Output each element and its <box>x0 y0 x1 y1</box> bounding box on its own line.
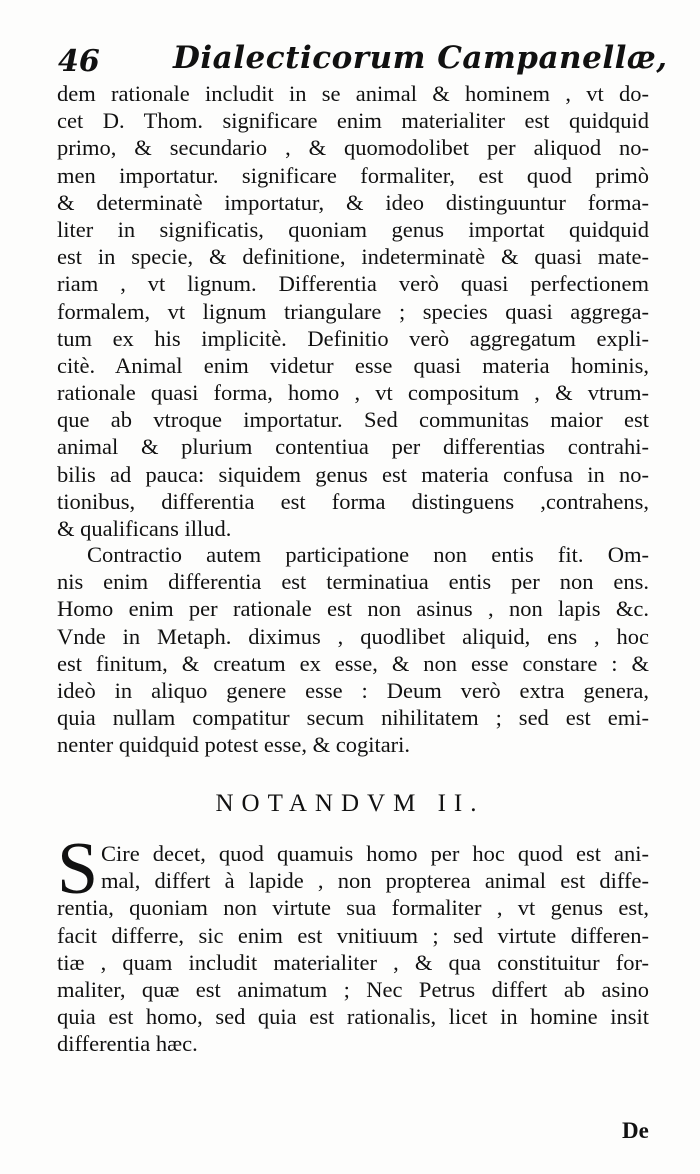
paragraph-1 <box>57 80 649 542</box>
text-line: men importatur. significare formaliter, est quod primò <box>57 162 649 188</box>
text-line: & qualificans illud. <box>57 516 232 541</box>
text-line: rentia, quoniam non virtute sua formaliter , vt genus est, <box>57 895 649 921</box>
text-line: riam , vt lignum. Differentia verò quasi perfectionem <box>57 271 649 297</box>
text-line: dem rationale includit in se animal & hominem , vt do- <box>57 81 649 106</box>
text-line: citè. Animal enim videtur esse quasi materia hominis, <box>57 352 649 378</box>
paragraph-2 <box>57 541 649 759</box>
text-line: cet D. Thom. significare enim materialiter est quidquid <box>57 108 649 134</box>
text-line: quia est homo, sed quia est rationalis, licet in homine insit <box>57 1004 649 1030</box>
paragraph-3 <box>57 828 649 1058</box>
text-line: tiæ , quam includit materialiter , & qua constituitur for- <box>57 949 649 975</box>
text-line: facit differre, sic enim est vnitiuum ; sed virtute differen- <box>57 922 649 948</box>
text-line: animal & plurium contentiua per differentias contrahi- <box>57 434 649 460</box>
text-line: nis enim differentia est terminatiua entis per non ens. <box>57 569 649 595</box>
text-line: differentia hæc. <box>57 1031 198 1057</box>
text-line: rationale quasi forma, homo , vt compositum , & vtrum- <box>57 380 649 406</box>
text-line: que ab vtroque importatur. Sed communitas maior est <box>57 407 649 433</box>
text-line: mal, differt à lapide , non propterea animal est diffe- <box>101 868 649 894</box>
text-line: primo, & secundario , & quomodolibet per aliquod no- <box>57 135 649 161</box>
section-heading: NOTANDVM II. <box>215 790 485 817</box>
text-line: nenter quidquid potest esse, & cogitari. <box>57 732 411 758</box>
text-line: tum ex his implicitè. Definitio verò aggregatum expli- <box>57 325 649 351</box>
text-line: Cire decet, quod quamuis homo per hoc quod est ani- <box>101 841 649 866</box>
text-line: Vnde in Metaph. diximus , quodlibet aliquid, ens , hoc <box>57 623 649 649</box>
text-line: est finitum, & creatum ex esse, & non esse constare : & <box>57 650 649 676</box>
text-line: ideò in aliquo genere esse : Deum verò extra genera, <box>57 677 649 703</box>
text-line: Contractio autem participatione non entis fit. Om- <box>87 542 649 567</box>
text-line: est in specie, & definitione, indeterminatè & quasi mate- <box>57 244 649 270</box>
text-line: tionibus, differentia est forma distinguens ,contrahens, <box>57 488 649 514</box>
page-header <box>58 40 668 84</box>
text-line: formalem, vt lignum triangulare ; species quasi aggrega- <box>57 298 649 324</box>
text-line: maliter, quæ est animatum ; Nec Petrus differt ab asino <box>57 976 649 1002</box>
catchword: De <box>622 1118 649 1143</box>
text-line: liter in significatis, quoniam genus importat quidquid <box>57 216 649 242</box>
running-title: Dialecticorum Campanellæ, <box>173 40 668 76</box>
page-number: 46 <box>58 44 100 79</box>
text-line: & determinatè importatur, & ideo distinguuntur forma- <box>57 189 649 215</box>
text-line: Homo enim per rationale est non asinus , non lapis &c. <box>57 596 649 622</box>
drop-cap: S <box>57 828 99 910</box>
text-line: quia nullam compatitur secum nihilitatem ; sed est emi- <box>57 705 649 731</box>
text-line: bilis ad pauca: siquidem genus est materia confusa in no- <box>57 461 649 487</box>
